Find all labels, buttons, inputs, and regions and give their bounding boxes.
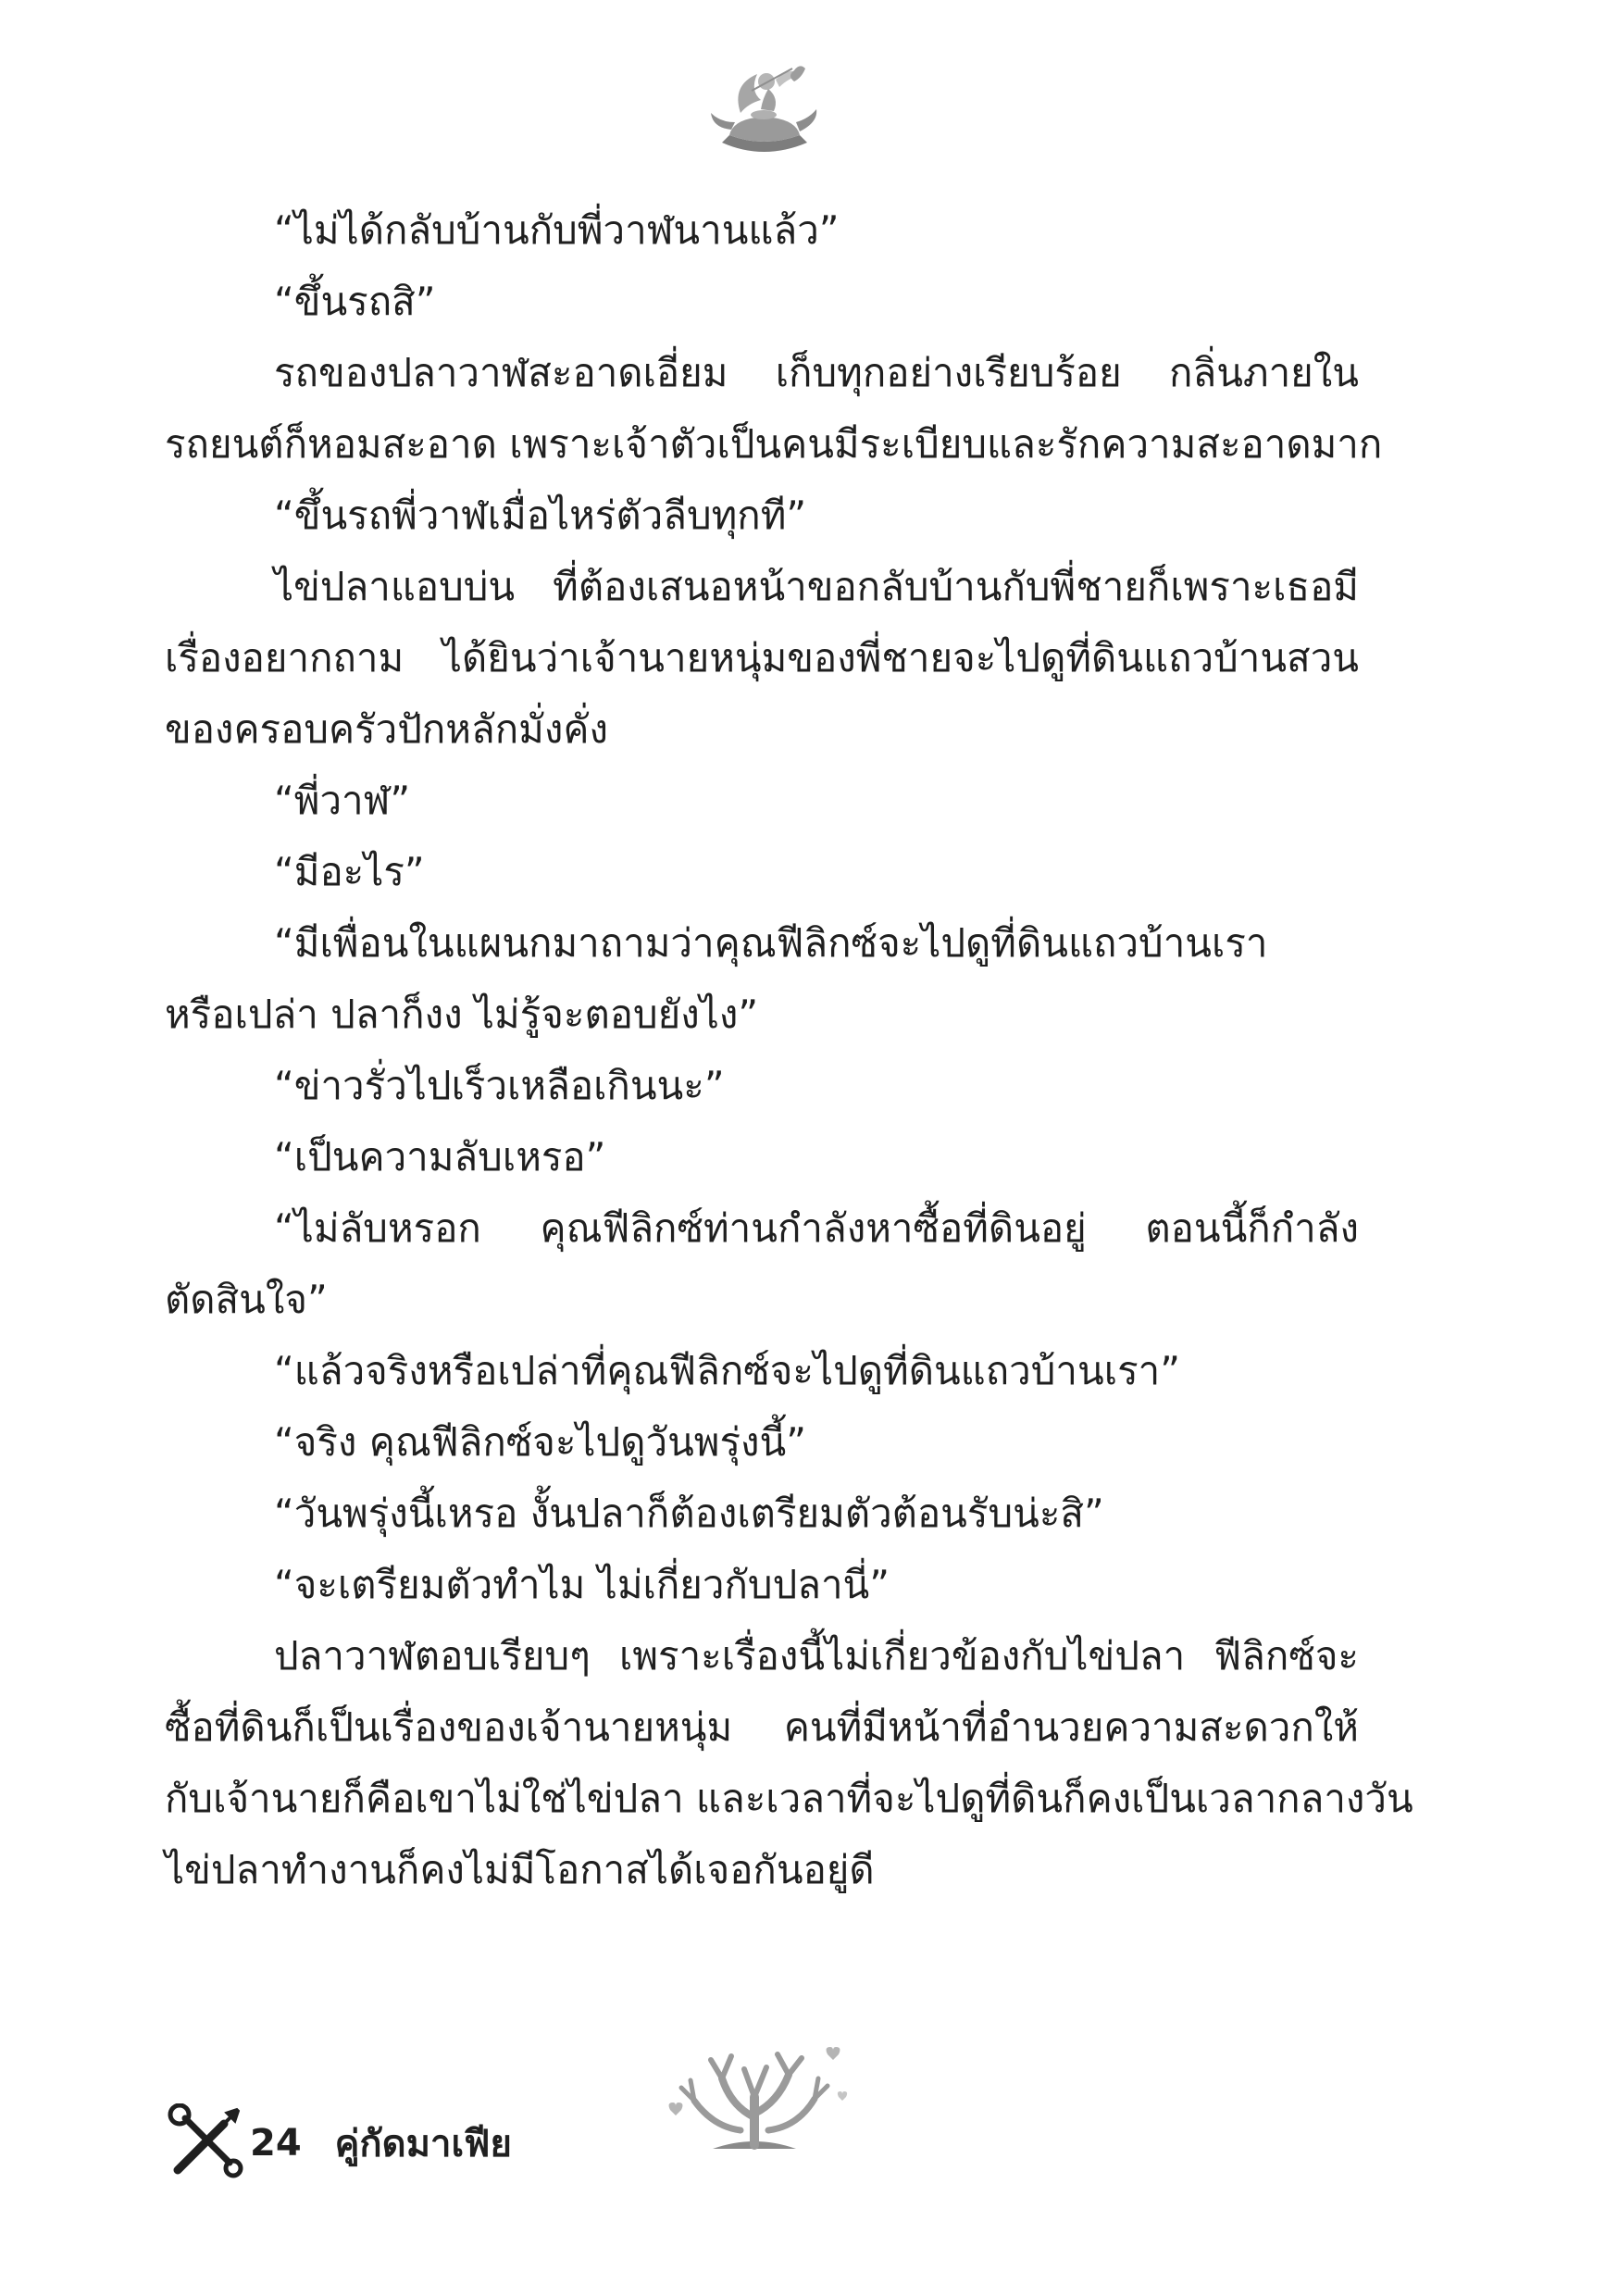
book-title: คู่กัดมาเฟีย — [334, 2123, 512, 2165]
text-line: ซื้อที่ดินก็เป็นเรื่องของเจ้านายหนุ่ม คนที่มีหน้าที่อำนวยความสะดวกให้ — [165, 1704, 1359, 1750]
text-line: รถของปลาวาฬสะอาดเอี่ยม เก็บทุกอย่างเรียบร้อย กลิ่นภายใน — [274, 350, 1359, 395]
text-line: ไข่ปลาทำงานก็คงไม่มีโอกาสได้เจอกันอยู่ดี — [165, 1847, 875, 1892]
text-line: เรื่องอยากถาม ได้ยินว่าเจ้านายหนุ่มของพี่ชายจะไปดูที่ดินแถวบ้านสวน — [165, 635, 1359, 680]
text-line: ของครอบครัวปักหลักมั่งคั่ง — [165, 706, 608, 752]
text-line: “พี่วาฬ” — [274, 778, 411, 823]
text-line: “ขึ้นรถสิ” — [274, 279, 436, 324]
text-line: “ไม่ได้กลับบ้านกับพี่วาฬนานแล้ว” — [274, 207, 840, 253]
text-line: “วันพรุ่งนี้เหรอ งั้นปลาก็ต้องเตรียมตัวต้อนรับน่ะสิ” — [274, 1491, 1104, 1536]
text-line: ไข่ปลาแอบบ่น ที่ต้องเสนอหน้าขอกลับบ้านกับพี่ชายก็เพราะเธอมี — [274, 564, 1359, 609]
wrench-screwdriver-icon — [165, 2103, 244, 2183]
text-line: “มีอะไร” — [274, 849, 425, 894]
text-line: “แล้วจริงหรือเปล่าที่คุณฟีลิกซ์จะไปดูที่ดินแถวบ้านเรา” — [274, 1348, 1180, 1393]
text-line: “ข่าวรั่วไปเร็วเหลือเกินนะ” — [274, 1063, 725, 1108]
text-line: “ขึ้นรถพี่วาฬเมื่อไหร่ตัวลีบทุกที” — [274, 493, 807, 538]
text-line: รถยนต์ก็หอมสะอาด เพราะเจ้าตัวเป็นคนมีระเบียบและรักความสะอาดมาก — [165, 421, 1383, 467]
text-line: ปลาวาฬตอบเรียบๆ เพราะเรื่องนี้ไม่เกี่ยวข้องกับไข่ปลา ฟีลิกซ์จะ — [274, 1633, 1359, 1678]
text-line: “จริง คุณฟีลิกซ์จะไปดูวันพรุ่งนี้” — [274, 1419, 806, 1465]
text-line: กับเจ้านายก็คือเขาไม่ใช่ไข่ปลา และเวลาที่จะไปดูที่ดินก็คงเป็นเวลากลางวัน — [165, 1776, 1413, 1821]
text-line: “เป็นความลับเหรอ” — [274, 1134, 606, 1179]
page-number: 24 — [250, 2122, 302, 2165]
lamp-ornament-icon — [703, 57, 824, 168]
page-footer — [165, 2102, 512, 2185]
text-line: “มีเพื่อนในแผนกมาถามว่าคุณฟีลิกซ์จะไปดูที่ดินแถวบ้านเรา — [274, 920, 1268, 966]
text-line: ตัดสินใจ” — [165, 1277, 328, 1322]
coral-ornament-icon — [629, 2041, 879, 2152]
text-line: “จะเตรียมตัวทำไม ไม่เกี่ยวกับปลานี่” — [274, 1562, 890, 1607]
text-line: “ไม่ลับหรอก คุณฟีลิกซ์ท่านกำลังหาซื้อที่ดินอยู่ ตอนนี้ก็กำลัง — [274, 1205, 1359, 1251]
text-line: หรือเปล่า ปลาก็งง ไม่รู้จะตอบยังไง” — [165, 992, 759, 1037]
